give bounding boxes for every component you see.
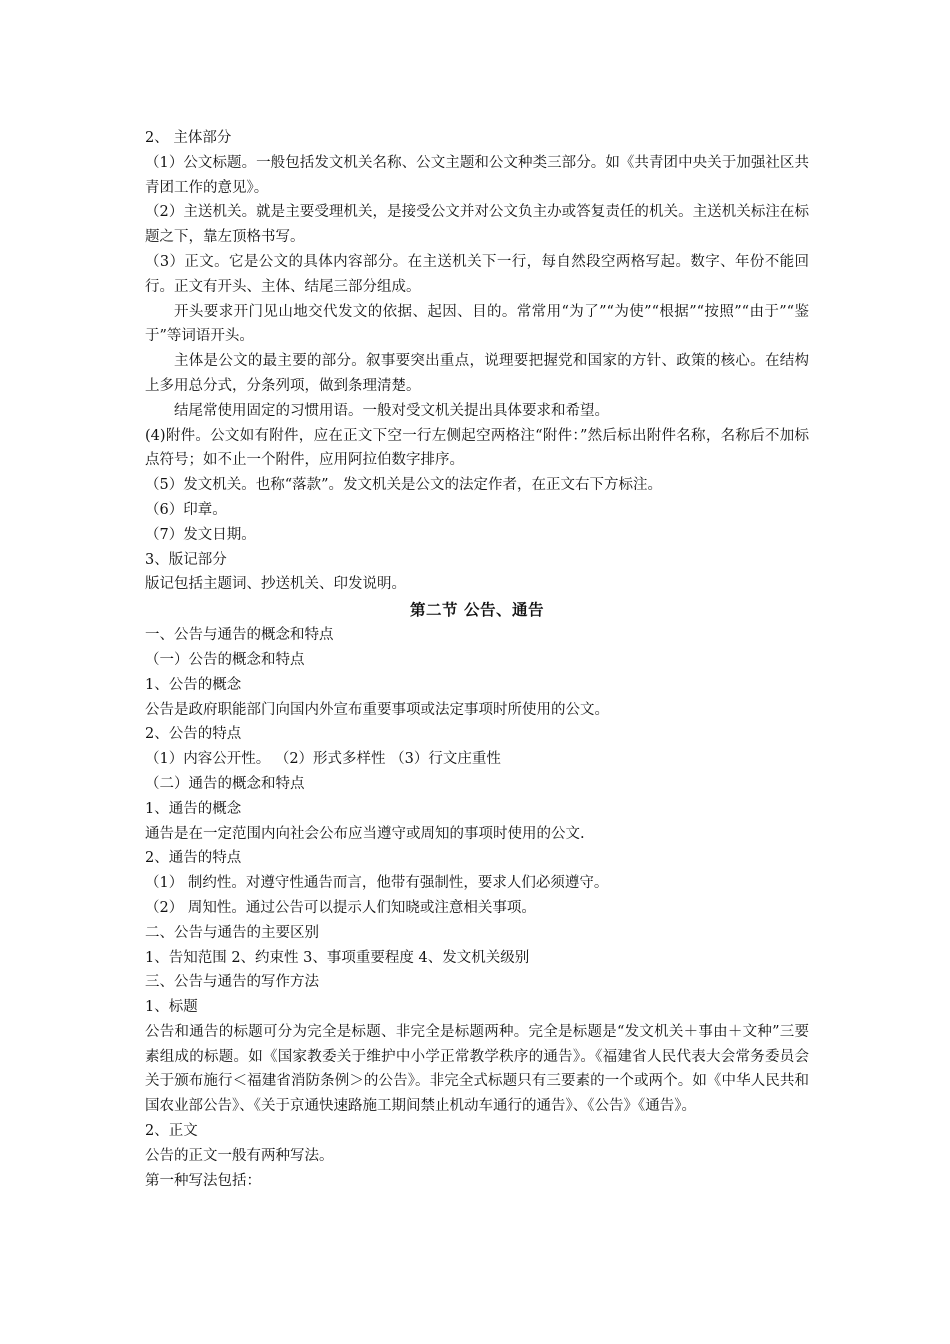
item-body-text: （3）正文。它是公文的具体内容部分。在主送机关下一行，每自然段空两格写起。数字、年份不能回行。正文有开头、主体、结尾三部分组成。 [145, 253, 809, 295]
document-page [145, 126, 809, 1193]
heading-notice-features: 2、通告的特点 [145, 850, 242, 867]
item-main-recipient: （2）主送机关。就是主要受理机关，是接受公文并对公文负主办或答复责任的机关。主送机关标注在标题之下，靠左顶格书写。 [145, 204, 809, 246]
paragraph-differences: 1、告知范围 2、约束性 3、事项重要程度 4、发文机关级别 [145, 949, 530, 966]
item-seal: （6）印章。 [145, 501, 227, 518]
heading-announcement-concept: 1、公告的概念 [145, 676, 242, 693]
paragraph-opening: 开头要求开门见山地交代发文的依据、起因、目的。常常用“为了”“为使”“根据”“按照”“由于”“鉴于”等词语开头。 [145, 303, 809, 345]
item-awareness: （2） 周知性。通过公告可以提示人们知晓或注意相关事项。 [145, 899, 536, 916]
heading-body: 2、正文 [145, 1123, 198, 1140]
paragraph-body-methods: 公告的正文一般有两种写法。 [145, 1147, 334, 1164]
paragraph-announcement-features: （1）内容公开性。 （2）形式多样性 （3）行文庄重性 [145, 751, 501, 768]
paragraph-title-types: 公告和通告的标题可分为完全是标题、非完全是标题两种。完全是标题是“发文机关＋事由＋文种”三要素组成的标题。如《国家教委关于维护中小学正常教学秩序的通告》。《福建省人民代表大会常务委员会关于颁布施行＜福建省消防条例＞的公告》。非完全式标题只有三要素的一个或两个。如《中华人民共和国农业部公告》、《关于京通快速路施工期间禁止机动车通行的通告》、《公告》《通告》。 [145, 1023, 809, 1115]
heading-main-body: 2、 主体部分 [145, 130, 232, 146]
item-attachment: (4)附件。公文如有附件，应在正文下空一行左侧起空两格注“附件：”然后标出附件名称，名称后不加标点符号；如不止一个附件，应用阿拉伯数字排序。 [145, 427, 809, 469]
item-binding: （1） 制约性。对遵守性通告而言，他带有强制性，要求人们必须遵守。 [145, 875, 609, 892]
paragraph-announcement-concept: 公告是政府职能部门向国内外宣布重要事项或法定事项时所使用的公文。 [145, 701, 609, 718]
paragraph-notice-concept: 通告是在一定范围内向社会公布应当遵守或周知的事项时使用的公文. [145, 825, 585, 842]
heading-title: 1、标题 [145, 999, 198, 1016]
heading-differences: 二、公告与通告的主要区别 [145, 924, 319, 941]
item-issuing-authority: （5）发文机关。也称“落款”。发文机关是公文的法定作者，在正文右下方标注。 [145, 477, 663, 494]
subheading-notice: （二）通告的概念和特点 [145, 775, 305, 792]
section-title: 第二节 公告、通告 [410, 600, 544, 620]
item-document-title: （1）公文标题。一般包括发文机关名称、公文主题和公文种类三部分。如《共青团中央关于加强社区共青团工作的意见》。 [145, 154, 809, 196]
paragraph-ending: 结尾常使用固定的习惯用语。一般对受文机关提出具体要求和希望。 [174, 402, 609, 419]
heading-colophon: 3、版记部分 [145, 551, 227, 568]
paragraph-first-method: 第一种写法包括： [145, 1172, 261, 1189]
paragraph-colophon: 版记包括主题词、抄送机关、印发说明。 [145, 576, 406, 593]
subheading-announcement: （一）公告的概念和特点 [145, 651, 305, 668]
item-issue-date: （7）发文日期。 [145, 526, 256, 543]
heading-concepts: 一、公告与通告的概念和特点 [145, 627, 334, 644]
heading-writing-method: 三、公告与通告的写作方法 [145, 974, 319, 991]
paragraph-main: 主体是公文的最主要的部分。叙事要突出重点，说理要把握党和国家的方针、政策的核心。在结构上多用总分式，分条列项，做到条理清楚。 [145, 353, 809, 394]
heading-announcement-features: 2、公告的特点 [145, 726, 242, 743]
heading-notice-concept: 1、通告的概念 [145, 800, 242, 817]
